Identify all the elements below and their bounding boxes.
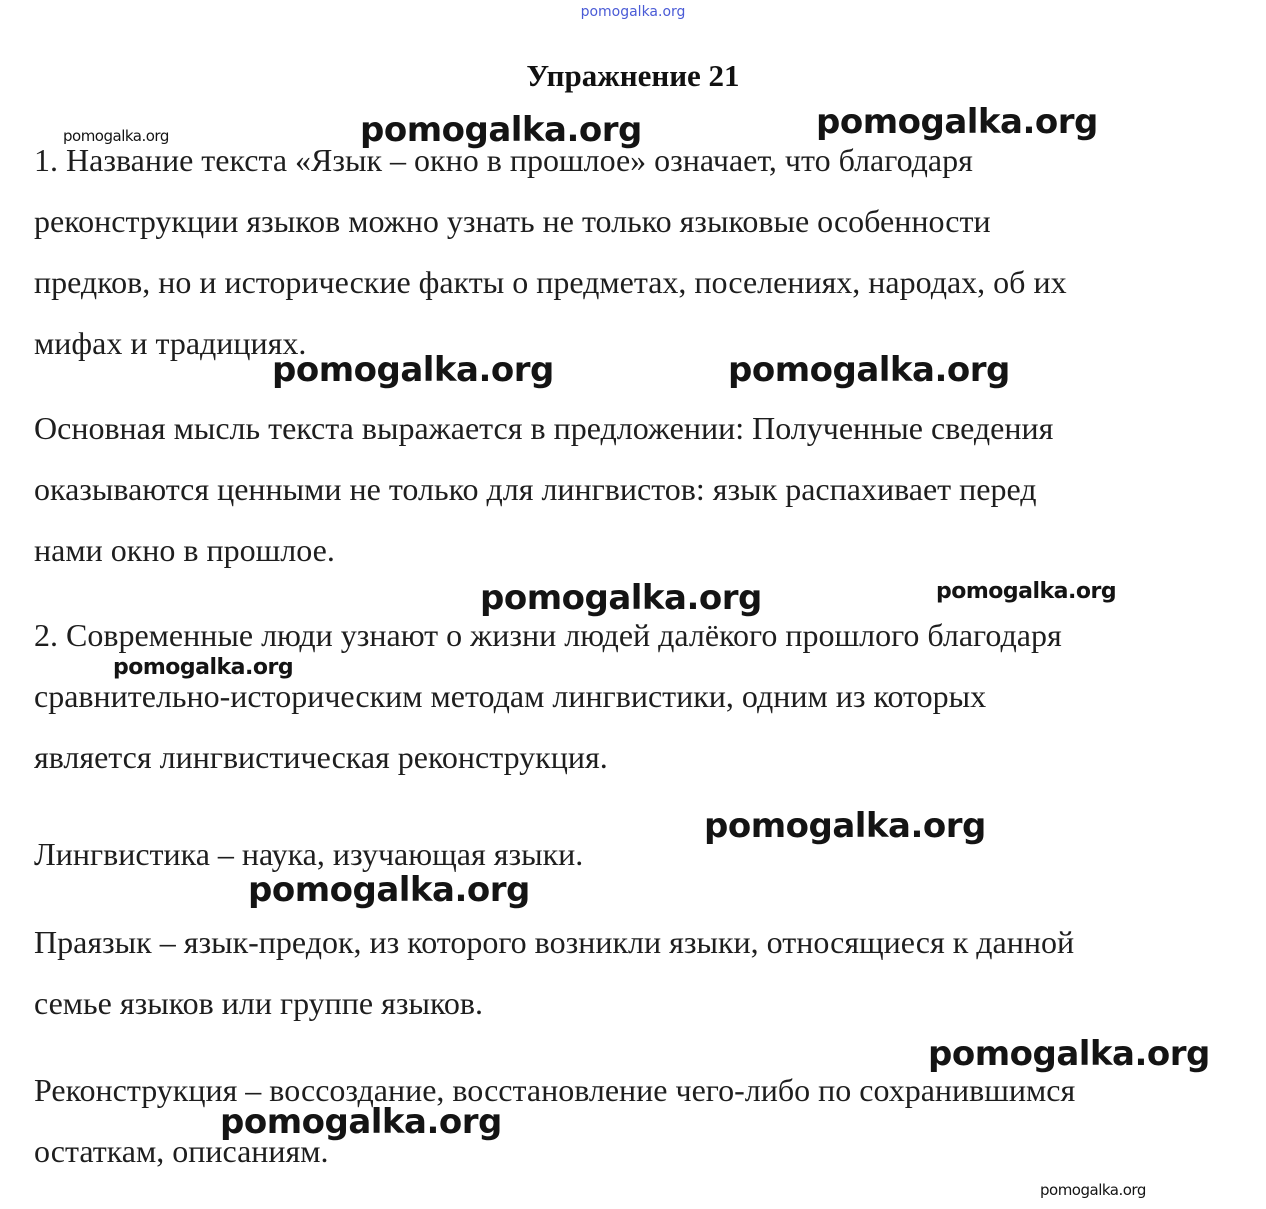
text-line: предков, но и исторические факты о предметах, поселениях, народах, об их: [34, 264, 1067, 300]
text-line: оказываются ценными не только для лингвистов: язык распахивает перед: [34, 471, 1037, 507]
text-line: является лингвистическая реконструкция.: [34, 739, 608, 775]
watermark: pomogalka.org: [480, 578, 762, 618]
watermark: pomogalka.org: [113, 655, 294, 680]
watermark: pomogalka.org: [63, 127, 169, 145]
watermark: pomogalka.org: [220, 1102, 502, 1142]
text-line: сравнительно-историческим методам лингвистики, одним из которых: [34, 678, 987, 714]
text-line: реконструкции языков можно узнать не только языковые особенности: [34, 203, 991, 239]
text-line: Основная мысль текста выражается в предложении: Полученные сведения: [34, 410, 1054, 446]
text-line: 1. Название текста «Язык – окно в прошлое» означает, что благодаря: [34, 142, 973, 178]
text-line: мифах и традициях.: [34, 325, 307, 361]
text-line: Праязык – язык-предок, из которого возникли языки, относящиеся к данной: [34, 924, 1075, 960]
text-line: 2. Современные люди узнают о жизни людей далёкого прошлого благодаря: [34, 617, 1062, 653]
watermark: pomogalka.org: [1040, 1181, 1146, 1199]
text-line: Лингвистика – наука, изучающая языки.: [34, 836, 584, 872]
exercise-title: Упражнение 21: [526, 58, 740, 93]
watermark: pomogalka.org: [248, 870, 530, 910]
site-link[interactable]: pomogalka.org: [580, 4, 686, 20]
text-line: нами окно в прошлое.: [34, 532, 335, 568]
watermark: pomogalka.org: [704, 806, 986, 846]
text-line: Реконструкция – воссоздание, восстановление чего-либо по сохранившимся: [34, 1072, 1076, 1108]
watermark: pomogalka.org: [360, 110, 642, 150]
text-line: семье языков или группе языков.: [34, 985, 483, 1021]
text-line: остаткам, описаниям.: [34, 1133, 329, 1169]
watermark: pomogalka.org: [728, 350, 1010, 390]
watermark: pomogalka.org: [272, 350, 554, 390]
watermark: pomogalka.org: [936, 579, 1117, 604]
watermark: pomogalka.org: [928, 1034, 1210, 1074]
watermark: pomogalka.org: [816, 102, 1098, 142]
